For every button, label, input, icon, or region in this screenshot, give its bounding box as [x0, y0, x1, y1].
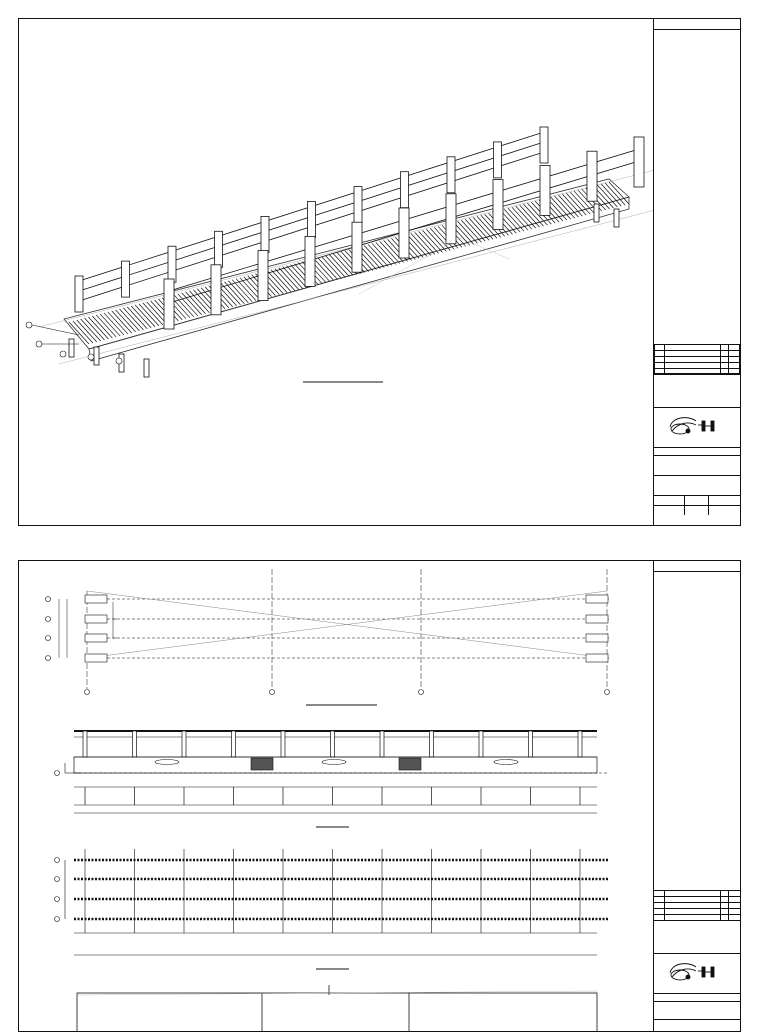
plan-and-elevation-drawing	[19, 561, 653, 1031]
title-block	[653, 19, 740, 525]
title-block	[653, 561, 740, 1031]
drawing-sheet-1	[18, 18, 741, 526]
drawing-sheet-2	[18, 560, 741, 1032]
isometric-bridge-drawing	[19, 19, 653, 525]
company-logo-icon	[666, 411, 726, 439]
company-logo-icon	[666, 957, 726, 985]
